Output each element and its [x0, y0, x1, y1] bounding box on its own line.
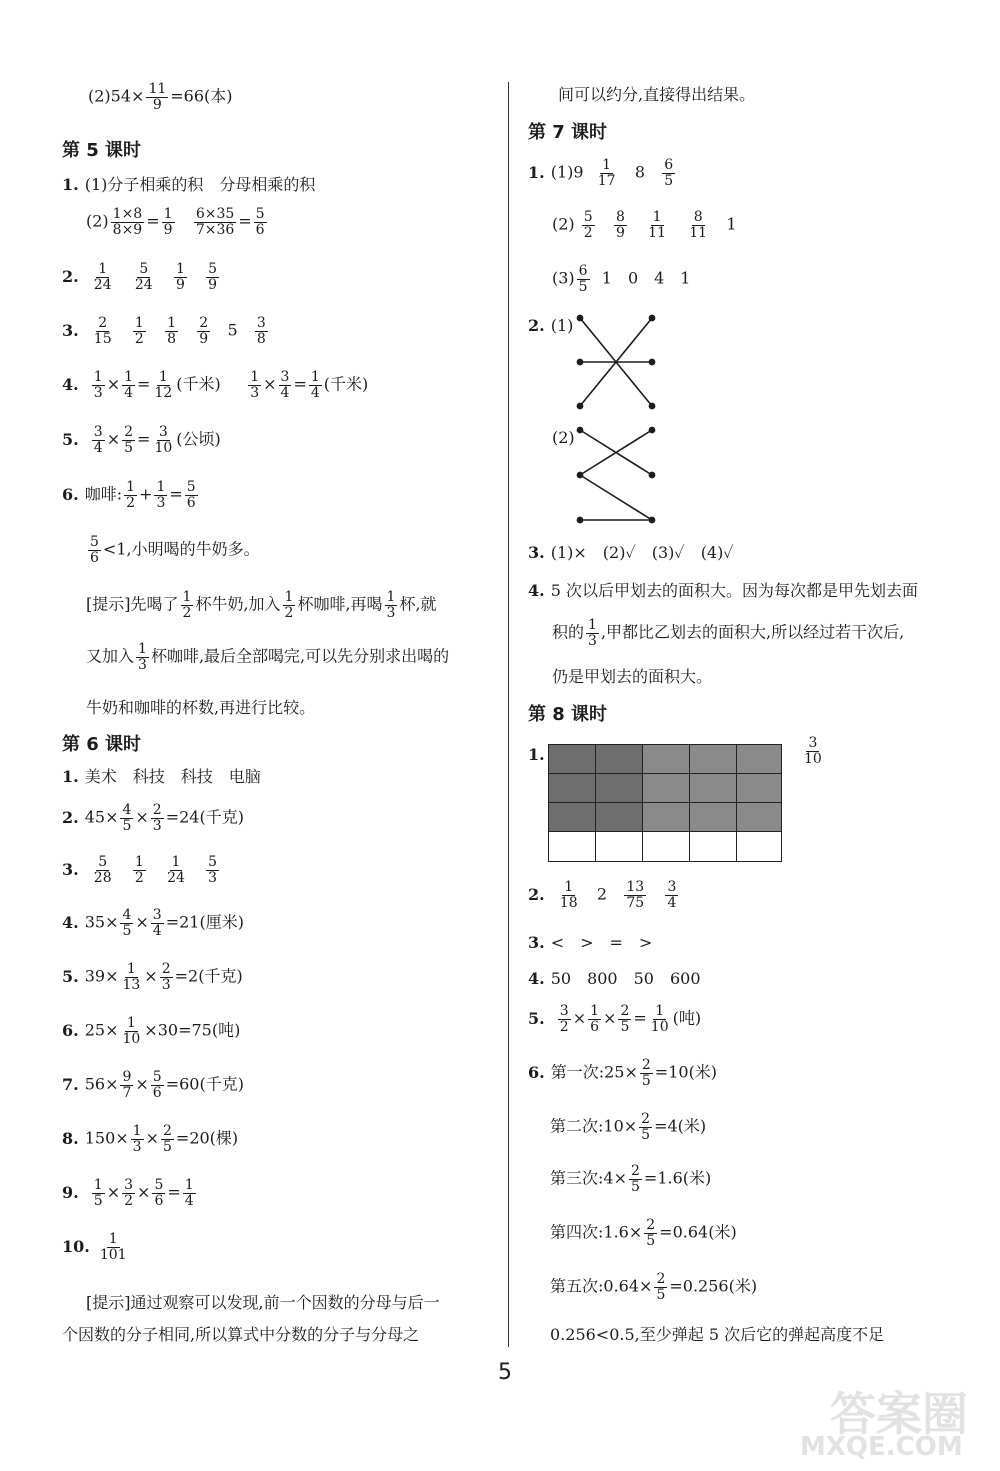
l7-q1-row3: (3) $\frac{6}{5}$ 1 0 4 1 [552, 263, 691, 295]
watermark-site: MXQE.COM [800, 1432, 963, 1462]
l8-q2: 2. $\frac{1}{18}$ 2 $\frac{13}{75}$ $\frac{3}{4}$ [528, 879, 677, 911]
lesson8-heading: 第 8 课时 [528, 704, 608, 725]
lesson6-heading: 第 6 课时 [62, 734, 142, 755]
l8-q6-conclusion: 0.256<0.5,至少弹起 5 次后它的弹起高度不足 [550, 1325, 885, 1344]
l6-q5: 5. 39× $\frac{1}{13}$ × $\frac{2}{3}$ =2(千克) [62, 961, 243, 993]
l5-hint-line1: [提示]先喝了 $\frac{1}{2}$ 杯牛奶,加入 $\frac{1}{2}$ 杯咖啡,再喝 $\frac{1}{3}$ 杯,就 [86, 589, 437, 621]
l6-hint-line2: 个因数的分子相同,所以算式中分数的分子与分母之 [62, 1325, 420, 1344]
top-line-right: 间可以约分,直接得出结果。 [558, 85, 756, 104]
l5-q5: 5. $\frac{3}{4}$ × $\frac{2}{5}$ = $\frac{3}{10}$ (公顷) [62, 424, 221, 456]
l6-q1: 1. 美术 科技 科技 电脑 [62, 767, 261, 786]
l6-hint-line1: [提示]通过观察可以发现,前一个因数的分母与后一 [86, 1293, 440, 1312]
l8-q1: 1. [528, 745, 545, 764]
l6-q7: 7. 56× $\frac{9}{7}$ × $\frac{5}{6}$ =60(千克) [62, 1069, 244, 1101]
page-number: 5 [498, 1360, 512, 1385]
l7-q1-row2: (2) $\frac{5}{2}$ $\frac{8}{9}$ $\frac{1}{11}$ $\frac{8}{11}$ 1 [552, 209, 737, 241]
l8-q6-line3: 第三次:4× $\frac{2}{5}$ =1.6(米) [550, 1163, 712, 1195]
l7-q4-line2: 积的 $\frac{1}{3}$ ,甲都比乙划去的面积大,所以经过若干次后, [552, 617, 905, 649]
l5-hint-line3: 牛奶和咖啡的杯数,再进行比较。 [86, 698, 316, 717]
l6-q8: 8. 150× $\frac{1}{3}$ × $\frac{2}{5}$ =20(棵) [62, 1123, 239, 1155]
l8-q6-line5: 第五次:0.64× $\frac{2}{5}$ =0.256(米) [550, 1271, 758, 1303]
l8-q6-line1: 6. 第一次:25× $\frac{2}{5}$ =10(米) [528, 1057, 718, 1089]
matching-diagram [560, 300, 680, 540]
l6-q4: 4. 35× $\frac{4}{5}$ × $\frac{3}{4}$ =21(厘米) [62, 907, 244, 939]
lesson5-heading: 第 5 课时 [62, 140, 142, 161]
l5-q4: 4. $\frac{1}{3}$ × $\frac{1}{4}$ = $\frac{1}{12}$ (千米) $\frac{1}{3}$ × $\frac{3}{4}$ = $\frac{1}{4}$ (千米) [62, 369, 369, 401]
l8-q1-answer: $\frac{3}{10}$ [804, 735, 822, 767]
l6-q9: 9. $\frac{1}{5}$ × $\frac{3}{2}$ × $\frac{5}{6}$ = $\frac{1}{4}$ [62, 1177, 194, 1209]
lesson7-heading: 第 7 课时 [528, 122, 608, 143]
l5-hint-line2: 又加入 $\frac{1}{3}$ 杯咖啡,最后全部喝完,可以先分别求出喝的 [86, 641, 450, 673]
column-divider [508, 82, 509, 1347]
l5-q3: 3. $\frac{2}{15}$ $\frac{1}{2}$ $\frac{1}{8}$ $\frac{2}{9}$ 5 $\frac{3}{8}$ [62, 315, 266, 347]
l7-q4-line3: 仍是甲划去的面积大。 [552, 667, 713, 686]
shaded-grid [548, 744, 782, 862]
l8-q5: 5. $\frac{3}{2}$ × $\frac{1}{6}$ × $\frac{2}{5}$ = $\frac{1}{10}$ (吨) [528, 1003, 702, 1035]
l7-q2-part2-label: (2) [552, 428, 575, 447]
l5-q6: 6. 咖啡: $\frac{1}{2}$ + $\frac{1}{3}$ = $\frac{5}{6}$ [62, 479, 196, 511]
l8-q4: 4. 50 800 50 600 [528, 969, 701, 988]
l6-q2: 2. 45× $\frac{4}{5}$ × $\frac{2}{3}$ =24(千克) [62, 802, 244, 834]
l8-q6-line4: 第四次:1.6× $\frac{2}{5}$ =0.64(米) [550, 1217, 737, 1249]
l8-q3: 3. < > = > [528, 933, 653, 952]
top-line-left: (2)54× $\frac{11}{9}$ =66(本) [88, 81, 233, 113]
l7-q3: 3. (1)× (2)✓ (3)✓ (4)✓ [528, 543, 734, 562]
l7-q1-row1: 1. (1)9 $\frac{1}{17}$ 8 $\frac{6}{5}$ [528, 157, 674, 189]
l6-q3: 3. $\frac{5}{28}$ $\frac{1}{2}$ $\frac{1}{24}$ $\frac{5}{3}$ [62, 854, 218, 886]
l5-q1b: (2) $\frac{1\times 8}{8\times 9}$ = $\frac{1}{9}$ $\frac{6\times 35}{7\times 36}$ = $\frac{5}{6}$ [86, 206, 265, 238]
l7-q4-line1: 4. 5 次以后甲划去的面积大。因为每次都是甲先划去面 [528, 581, 918, 600]
l6-q6: 6. 25× $\frac{1}{10}$ ×30=75(吨) [62, 1015, 241, 1047]
l5-q1a: 1. (1)分子相乘的积 分母相乘的积 [62, 175, 316, 194]
l5-q2: 2. $\frac{1}{24}$ $\frac{5}{24}$ $\frac{1}{9}$ $\frac{5}{9}$ [62, 261, 218, 293]
l8-q6-line2: 第二次:10× $\frac{2}{5}$ =4(米) [550, 1111, 707, 1143]
l5-q6-compare: $\frac{5}{6}$ <1,小明喝的牛奶多。 [90, 534, 260, 566]
l6-q10: 10. $\frac{1}{101}$ [62, 1231, 127, 1263]
l7-q2: 2. (1) [528, 316, 574, 335]
watermark-logo: 答案圈 [830, 1387, 968, 1441]
